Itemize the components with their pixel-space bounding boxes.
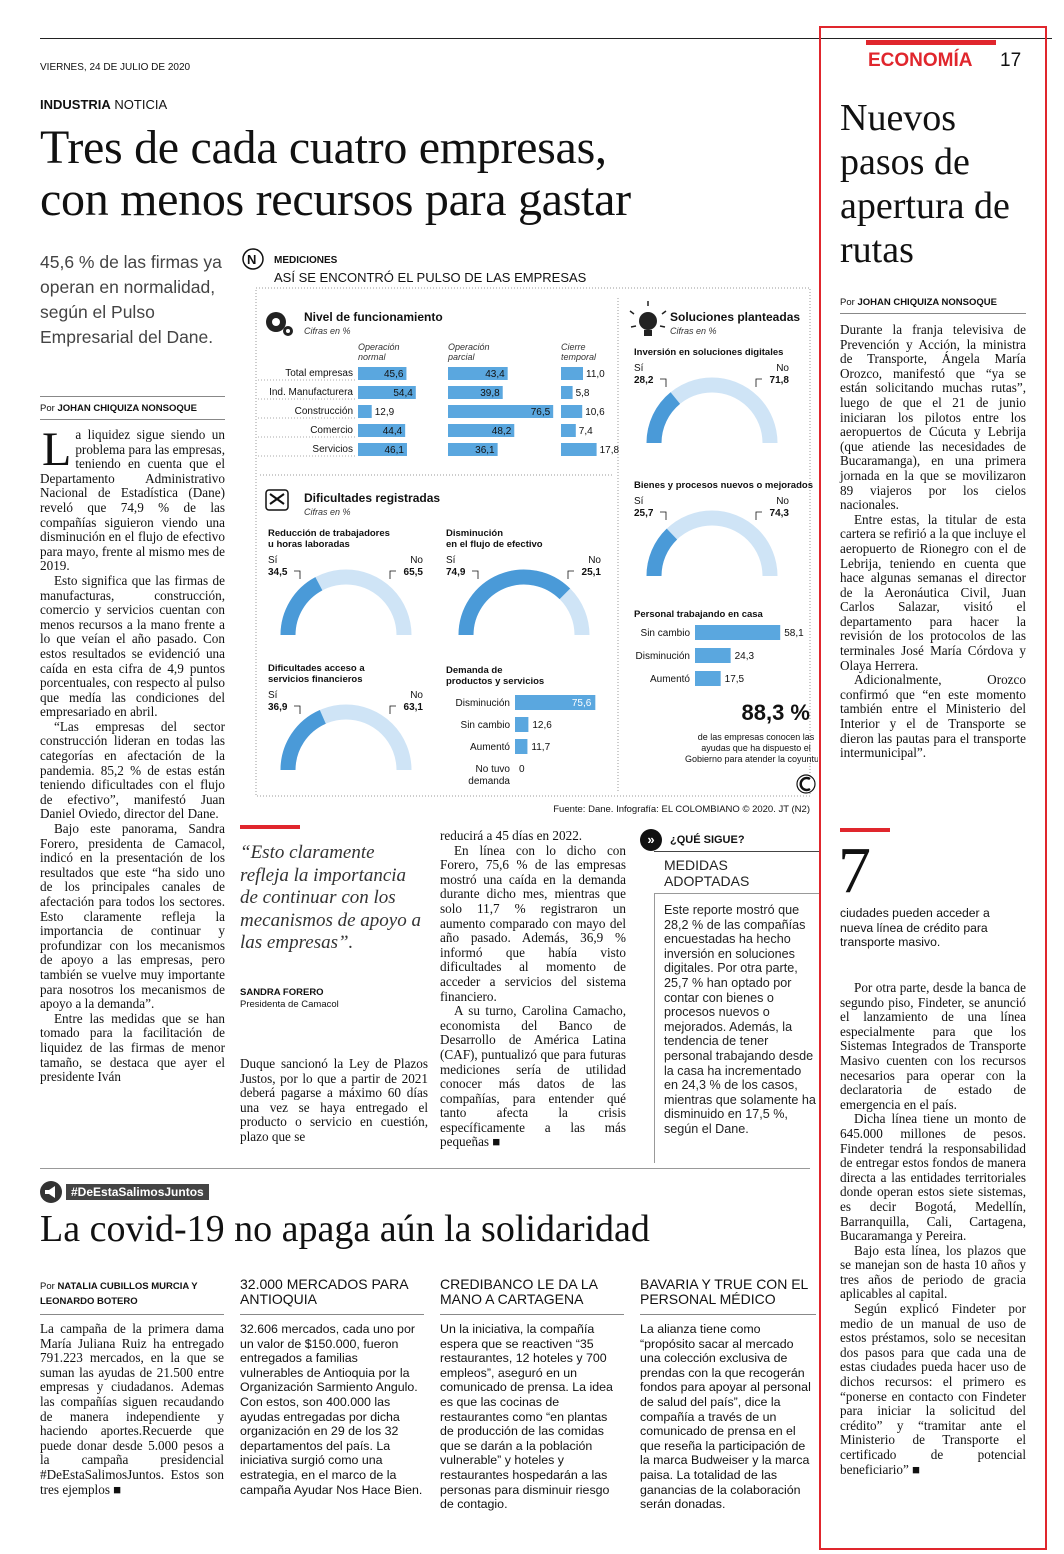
nivel-row-label: Ind. Manufacturera (269, 387, 353, 398)
main-col3-para: A su turno, Carolina Camacho, economista del Banco de Desarrollo de América Latina (CAF), puntualizó que para futuras mediciones sería de utilidad conocer más datos de las compañías, para entender qué tanto afecta la crisis específicamente a las más pequeñas ■ (440, 1003, 626, 1150)
nivel-chart (258, 342, 620, 456)
kicker-bold: INDUSTRIA (40, 97, 111, 112)
page-number: 17 (1000, 50, 1022, 71)
tools-icon (266, 490, 288, 510)
demanda-row-label: No tuvo (475, 764, 510, 775)
nivel-bar (561, 424, 576, 437)
gauge-si-value: 36,9 (268, 702, 288, 713)
gauge-title: Dificultades acceso a (268, 663, 365, 674)
soluciones-title: Soluciones planteadas (670, 310, 801, 324)
lightbulb-icon (630, 301, 666, 336)
gauge-no-value: 25,1 (581, 567, 601, 578)
nivel-bar-value: 54,4 (393, 388, 413, 399)
stat-accent (840, 828, 890, 832)
main-headline (40, 122, 631, 226)
nivel-bar-value: 76,5 (530, 407, 551, 418)
casa-bar (695, 625, 780, 640)
gauge-fill (466, 577, 565, 635)
nivel-bar-value: 46,1 (384, 445, 404, 456)
gauge-si-label: Sí (634, 363, 644, 374)
megaphone-icon (40, 1181, 62, 1203)
info-title: ASÍ SE ENCONTRÓ EL PULSO DE LAS EMPRESAS (274, 270, 587, 285)
nivel-col-header: normal (358, 352, 386, 362)
sidebar-para: Por otra parte, desde la banca de segundo piso, Findeter, se anunció el lanzamiento de una línea especialmente para que los Sistemas Integrados de Transporte Masivo cuenten con los recursos necesarios para operar con la declaratoria de estado de emergencia en el país. (840, 980, 1026, 1112)
dificultades-gauges (268, 528, 601, 770)
quote-accent (240, 825, 300, 829)
info-tag: MEDICIONES (274, 255, 338, 266)
sidebar-para: Según explicó Findeter por medio de un manual de uso de estos préstamos, solo se necesitan dos pasos para que cada una de estas ciudades pueda hacer uso de dichos recursos: el primero es “ponerse en contacto con Findeter para iniciar la solicitud del crédito” y “tramitar ante el Ministerio de Transporte el certificado de potencial beneficiario” ■ (840, 1301, 1026, 1477)
covid-intro: La campaña de la primera dama María Juliana Ruiz ha entregado 791.223 mercados, en la que se suman las ayudas de 21.500 entre empresas y ciudadanos. Ademas las compañías siguen recaudando de manera independiente y haciendo aportes.Recuerde que puede donar desde 5.000 pesos a la campaña presidencial #DeEstaSalimosJuntos. Estos son tres ejemplos ■ (40, 1321, 224, 1497)
que-sigue-body: Este reporte mostró que 28,2 % de las compañías encuestadas ha hecho inversión en soluciones digitales. Por otra parte, 25,7 % han optado por contar con bienes o procesos nuevos o mejorados. Además, la tendencia de tener personal trabajando desde la casa ha incrementado en 24,3 % de los casos, mientras que solamente ha disminuido en 17,5 %, según el Dane. (664, 903, 816, 1136)
gauge-title: servicios financieros (268, 674, 363, 685)
main-col1-para: a liquidez sigue siendo un problema para las empresas, teniendo en cuenta que el Departamento Administrativo Nacional de Estadística (Dane) reveló que 74,9 % de las compañías siguieron viendo una disminución en el flujo de efectivo para mayo, frente al mismo mes de 2019. (40, 427, 225, 574)
sidebar-para: Adicionalmente, Orozco confirmó que “en este momento también entre el Ministerio del Interior y el de Transporte se dieron las pautas para el transporte intermunicipal”. (840, 672, 1026, 761)
byline-rule (40, 419, 225, 420)
que-sigue-rule (654, 851, 819, 852)
issue-date: VIERNES, 24 DE JULIO DE 2020 (40, 62, 191, 73)
nivel-bar-value: 7,4 (578, 426, 593, 437)
gauge-si-leader (472, 571, 478, 579)
big-stat-caption-2: ayudas que ha dispuesto el (701, 743, 811, 753)
soluciones-subtitle: Cifras en % (670, 326, 717, 336)
gauge-no-label: No (588, 555, 601, 566)
big-stat-caption-1: de las empresas conocen las (697, 732, 815, 742)
gauge-si-value: 34,5 (268, 567, 288, 578)
demanda-title: Demanda de (446, 665, 503, 676)
nivel-bar-value: 12,9 (374, 407, 395, 418)
sidebar-para: Dicha línea tiene un monto de 645.000 millones de pesos. Findeter tendrá la responsabilidad de entregar estos fondos de manera directa a las entidades territoriales donde operan estos siete sistemas, es decir Bogotá, Medellín, Barranquilla, Cali, Cartagena, Bucaramanga y Pereira. (840, 1111, 1026, 1244)
gauge-fill (288, 584, 319, 635)
covid-tag: #DeEstaSalimosJuntos (66, 1184, 209, 1200)
gauge-si-value: 74,9 (446, 567, 466, 578)
covid-item-title: BAVARIA Y TRUE CON EL PERSONAL MÉDICO (640, 1276, 808, 1307)
gauge-si-label: Sí (268, 555, 278, 566)
nivel-bar (561, 367, 583, 380)
covid-top-rule (40, 1168, 810, 1169)
gauge-no-leader (756, 512, 762, 520)
gauge-no-leader (390, 571, 396, 579)
big-stat-caption-3: Gobierno para atender la coyuntura (684, 754, 818, 764)
nivel-subtitle: Cifras en % (304, 326, 351, 336)
gauge-si-label: Sí (446, 555, 456, 566)
covid-item-body: La alianza tiene como “propósito sacar al mercado una colección exclusiva de prendas con la que recogerán fondos para apoyar al personal de salud del país”, dice la compañía a través de un comunicado de prensa en el que reseña la participación de la marca Budweiser y la marca paisa. La totalidad de las ganancias de la colaboración serán donadas. (640, 1322, 811, 1512)
dropcap: L (42, 423, 72, 476)
gauge-si-label: Sí (634, 496, 644, 507)
casa-bar-value: 58,1 (784, 628, 804, 639)
nivel-bar-value: 17,8 (599, 445, 620, 456)
nivel-row-label: Servicios (312, 444, 353, 455)
casa-row-label: Disminución (635, 651, 690, 662)
demanda-bar-value: 12,6 (532, 720, 552, 731)
gauge-no-value: 65,5 (403, 567, 423, 578)
nivel-bar (358, 405, 372, 418)
deck-rule (40, 396, 225, 397)
casa-bar (695, 671, 721, 686)
main-col3-para: En línea con lo dicho con Forero, 75,6 % de las empresas mostró una caída en la demanda durante dicho mes, mientras que solo 11,7 % registraron un aumento comparado con mayo del año pasado. Además, 36,9 % informó que había visto dificultades al momento de acceder a servicios del sistema financiero. (440, 842, 626, 1004)
nivel-col-header: temporal (561, 352, 597, 362)
section-name: ECONOMÍA (868, 50, 973, 71)
covid-item-body: Un la iniciativa, la compañía espera que se reactiven “35 restaurantes, 12 hoteles y 700 empleos”, aseguró en un comunicado de prensa. La idea es que las cocinas de restaurantes como “en plantas de producción de las comidas que se darán a la población vulnerable” y hoteles y restaurantes hospedarán a las personas para disminuir riesgo de contagio. (440, 1322, 613, 1512)
gauge-fill (654, 534, 672, 576)
main-col3-para: reducirá a 45 días en 2022. (440, 828, 583, 843)
nivel-bar-value: 45,6 (383, 369, 404, 380)
gauge-no-label: No (410, 555, 423, 566)
nivel-bar (561, 443, 597, 456)
covid-item-rule (240, 1314, 424, 1315)
gauge-no-value: 63,1 (403, 702, 423, 713)
nivel-bar-value: 44,4 (382, 426, 403, 437)
demanda-bar-value: 11,7 (531, 742, 551, 753)
dificultades-title: Dificultades registradas (304, 491, 441, 505)
casa-row-label: Sin cambio (640, 628, 690, 639)
demanda-bar (515, 739, 527, 754)
nivel-bar-value: 11,0 (586, 369, 605, 380)
gauge-title: en el flujo de efectivo (446, 539, 543, 550)
gauge-si-label: Sí (268, 690, 278, 701)
section-accent-bar (866, 40, 996, 45)
casa-bar (695, 648, 731, 663)
gauge-title: Bienes y procesos nuevos o mejorados (634, 480, 813, 491)
sidebar-para: Durante la franja televisiva de Prevención y Acción, la ministra de Transporte, Ángela María Orozco, manifestó que “ya se están solicitando muchas rutas”, luego de que el 21 de junio iniciaran los pilotos entre los aeropuertos de Cúcuta y Lebrija (que atiende las necesidades de Bucaramanga), en una primera jornada en la que se movilizaron 89 viajeros por los cielos nacionales. (840, 322, 1026, 513)
gauge-title: Disminución (446, 528, 504, 539)
casa-title: Personal trabajando en casa (634, 609, 763, 620)
kicker-rest: NOTICIA (110, 97, 168, 112)
demanda-bar-value: 0 (519, 764, 525, 775)
sidebar-headline: Nuevos pasos de apertura de rutas (840, 97, 1010, 271)
casa-chart (636, 625, 805, 686)
covid-byline: Por NATALIA CUBILLOS MURCIA Y LEONARDO BOTERO (40, 1281, 198, 1307)
nivel-col-header: parcial (448, 352, 475, 362)
nivel-bar-value: 5,8 (575, 388, 590, 399)
demanda-row-label: Sin cambio (460, 720, 510, 731)
demanda-chart (446, 665, 595, 787)
covid-item-title: 32.000 MERCADOS PARA ANTIOQUIA (240, 1276, 408, 1307)
main-col1-para: Bajo este panorama, Sandra Forero, presidenta de Camacol, indicó en la presentación de los resultados que este “ha sido uno de los principales canales de afectación para todos los sectores. Esto claramente refleja la importancia de continuar y profundizar con los mecanismos de apoyo a las empresas, pero también se vuelve muy importante para nosotros los mecanismos de apoyo a la demanda”. (40, 821, 225, 1012)
nivel-bar-value: 48,2 (491, 426, 512, 437)
nivel-bar-value: 43,4 (485, 369, 505, 380)
gauge-no-value: 74,3 (769, 508, 789, 519)
sidebar-top (840, 323, 1026, 761)
gauge-no-label: No (410, 690, 423, 701)
sidebar-bottom (840, 981, 1026, 1477)
que-sigue-title: MEDIDAS ADOPTADAS (664, 857, 750, 889)
main-headline-line2: con menos recursos para gastar (40, 173, 631, 226)
casa-bar-value: 24,3 (734, 651, 755, 662)
gauge-si-value: 28,2 (634, 375, 654, 386)
chevron-right-icon: » (640, 829, 662, 851)
stat-number: 7 (838, 834, 871, 907)
main-col3 (440, 829, 626, 1150)
quote-role: Presidenta de Camacol (240, 999, 339, 1010)
nivel-bar (561, 386, 573, 399)
demanda-bar-value: 75,6 (571, 698, 592, 709)
nivel-col-header: Cierre (561, 342, 586, 352)
gauge-no-leader (756, 379, 762, 387)
gauge-si-leader (660, 379, 666, 387)
infographic-svg (238, 248, 818, 818)
gauge-si-leader (294, 571, 300, 579)
casa-bar-value: 17,5 (724, 674, 745, 685)
demanda-bar (515, 717, 528, 732)
sidebar-byline: Por JOHAN CHIQUIZA NONSOQUE (840, 297, 997, 308)
infographic (238, 248, 818, 818)
demanda-row-label: Disminución (455, 698, 510, 709)
main-byline: Por JOHAN CHIQUIZA NONSOQUE (40, 403, 197, 414)
que-sigue-label: ¿QUÉ SIGUE? (670, 834, 745, 846)
info-source: Fuente: Dane. Infografía: EL COLOMBIANO © 2020. JT (N2) (553, 804, 810, 815)
main-col1-para: Entre las medidas que se han tomado para la facilitación de liquidez de las firmas de menor tamaño, se destaca que ayer el presidente Iván (40, 1010, 225, 1085)
gauge-fill (654, 398, 675, 443)
dificultades-subtitle: Cifras en % (304, 507, 351, 517)
gear-icon (266, 312, 293, 336)
gauge-fill (288, 717, 323, 770)
gauge-title: Reducción de trabajadores (268, 528, 390, 539)
demanda-row-label: Aumentó (469, 742, 510, 753)
sidebar-byline-rule (840, 313, 1026, 314)
gauge-track (654, 518, 770, 576)
gauge-si-leader (660, 512, 666, 520)
gauge-si-value: 25,7 (634, 508, 654, 519)
pull-quote: “Esto claramente refleja la importancia de continuar con los mecanismos de apoyo a las empresas”. (240, 842, 421, 953)
covid-headline: La covid-19 no apaga aún la solidaridad (40, 1208, 650, 1250)
gauge-no-leader (568, 571, 574, 579)
nivel-bar-value: 10,6 (585, 407, 605, 418)
main-col1-para: “Las empresas del sector construcción lideran en todas las categorías en afectación de la pandemia. 85,2 % de estas están teniendo dificultades con el flujo de efectivo”, manifestó Juan Daniel Oviedo, director del Dane. (40, 718, 225, 822)
covid-item-rule (440, 1314, 624, 1315)
covid-byline-rule (40, 1314, 224, 1315)
covid-item-title: CREDIBANCO LE DA LA MANO A CARTAGENA (440, 1276, 598, 1307)
covid-item-rule (640, 1314, 816, 1315)
main-col1-para: Esto significa que las firmas de manufacturas, construcción, comercio y servicios cuentan con menos recursos a la mano frente a lo que veían el año pasado. Con estos resultados se evidenció una caída en esta cifra de 4,9 puntos porcentuales, con respecto al pulso que medía las condiciones del empresariado en abril. (40, 572, 225, 720)
nivel-col-header: Operación (448, 342, 490, 352)
stat-caption: ciudades pueden acceder a nueva línea de crédito para transporte masivo. (840, 906, 990, 949)
gauge-no-label: No (776, 363, 789, 374)
casa-row-label: Aumentó (649, 674, 690, 685)
gauge-si-leader (294, 706, 300, 714)
nivel-title: Nivel de funcionamiento (304, 310, 443, 324)
gauge-no-value: 71,8 (769, 375, 789, 386)
quote-name: SANDRA FORERO (240, 987, 324, 998)
deck: 45,6 % de las firmas ya operan en normalidad, según el Pulso Empresarial del Dane. (40, 252, 222, 347)
sidebar-para: Entre estas, la titular de esta cartera se refirió a la que incluye el aeropuerto de Rionegro con el de Lebrija, teniendo en cuenta que hace algunas semanas el director de la Aeronáutica Civil, Juan Carlos Salazar, visitó el departamento para hacer la revisión de los protocolos de las terminales José María Córdova y Olaya Herrera. (840, 511, 1026, 673)
soluciones-gauges (634, 347, 813, 576)
nivel-bar-value: 36,1 (475, 445, 495, 456)
gauge-no-label: No (776, 496, 789, 507)
nivel-bar-value: 39,8 (480, 388, 500, 399)
nivel-col-header: Operación (358, 342, 400, 352)
nivel-bar (561, 405, 582, 418)
gauge-title: u horas laboradas (268, 539, 350, 550)
big-stat: 88,3 % (741, 700, 810, 725)
demanda-row-label: demanda (468, 776, 510, 787)
main-col2-para: Duque sancionó la Ley de Plazos Justos, por lo que a partir de 2021 deberá pagarse a máximo 60 días una vez se haya entregado el producto o servicio en cuestión, plazo que se (240, 1056, 428, 1144)
svg-text:N: N (247, 252, 257, 267)
nivel-row-label: Comercio (310, 425, 353, 436)
demanda-title: productos y servicios (446, 676, 545, 687)
nivel-row-label: Total empresas (285, 368, 353, 379)
covid-item-body: 32.606 mercados, cada uno por un valor de $150.000, fueron entregados a familias vulnerables de Antioquia por la Organización Sarmiento Angulo. Con estos, son 400.000 las ayudas entregadas por dicha organización en 29 de los 32 departamentos del país. La iniciativa surgió como una estrategia, en el marco de la campaña Ayudar Nos Hace Bien. (240, 1322, 423, 1497)
sidebar-para: Bajo esta línea, los plazos que se manejan son de hasta 10 años y tres años de periodo de gracia aplicables al capital. (840, 1242, 1026, 1302)
kicker (40, 97, 167, 112)
nivel-row-label: Construcción (294, 406, 353, 417)
main-headline-line1: Tres de cada cuatro empresas, (40, 121, 607, 174)
gauge-title: Inversión en soluciones digitales (634, 347, 784, 358)
gauge-no-leader (390, 706, 396, 714)
mediciones-icon (243, 249, 263, 269)
main-col1 (40, 423, 225, 1085)
